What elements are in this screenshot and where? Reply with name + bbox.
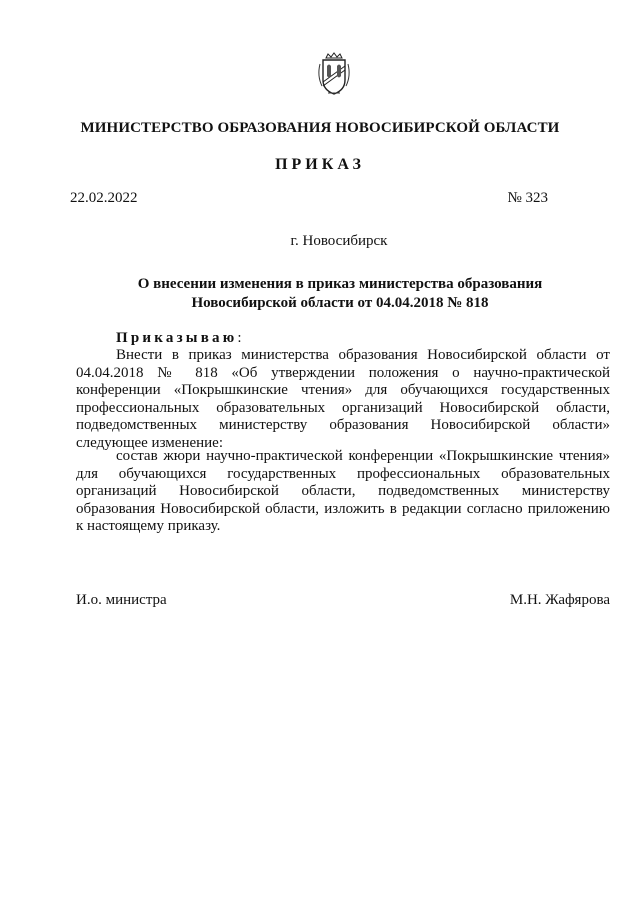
ministry-title: МИНИСТЕРСТВО ОБРАЗОВАНИЯ НОВОСИБИРСКОЙ ОБЛАСТИ <box>80 120 560 136</box>
order-directive-word: Приказываю <box>116 330 238 346</box>
order-subject <box>110 275 570 313</box>
order-date: 22.02.2022 <box>70 190 138 206</box>
signer-position: И.о. министра <box>76 592 167 608</box>
signer-name: М.Н. Жафярова <box>509 592 610 608</box>
body-paragraph: состав жюри научно-практической конференции «Покрышкинские чтения» для обучающихся государственных профессиональных образовательных организаций Новосибирской области, подведомственных министерству образования Новосибирской области, изложить в редакции согласно приложению к настоящему приказу. <box>76 448 610 534</box>
body-paragraph: Внести в приказ министерства образования Новосибирской области от 04.04.2018 № 818 «Об утверждении положения о научно-практической конференции «Покрышкинские чтения» для обучающихся государственных профессиональных образовательных организаций Новосибирской области, подведомственных министерству образования Новосибирской области» следующее изменение: <box>76 347 610 451</box>
subject-line-2: Новосибирской области от 04.04.2018 № 818 <box>191 295 489 311</box>
order-directive-colon: : <box>237 330 242 346</box>
subject-line-1: О внесении изменения в приказ министерства образования <box>137 276 543 292</box>
coat-of-arms-icon <box>314 52 354 96</box>
city-name: г. Новосибирск <box>290 233 388 249</box>
order-number: № 323 <box>507 190 548 206</box>
order-directive <box>116 330 242 347</box>
document-type-title: ПРИКАЗ <box>275 156 365 173</box>
